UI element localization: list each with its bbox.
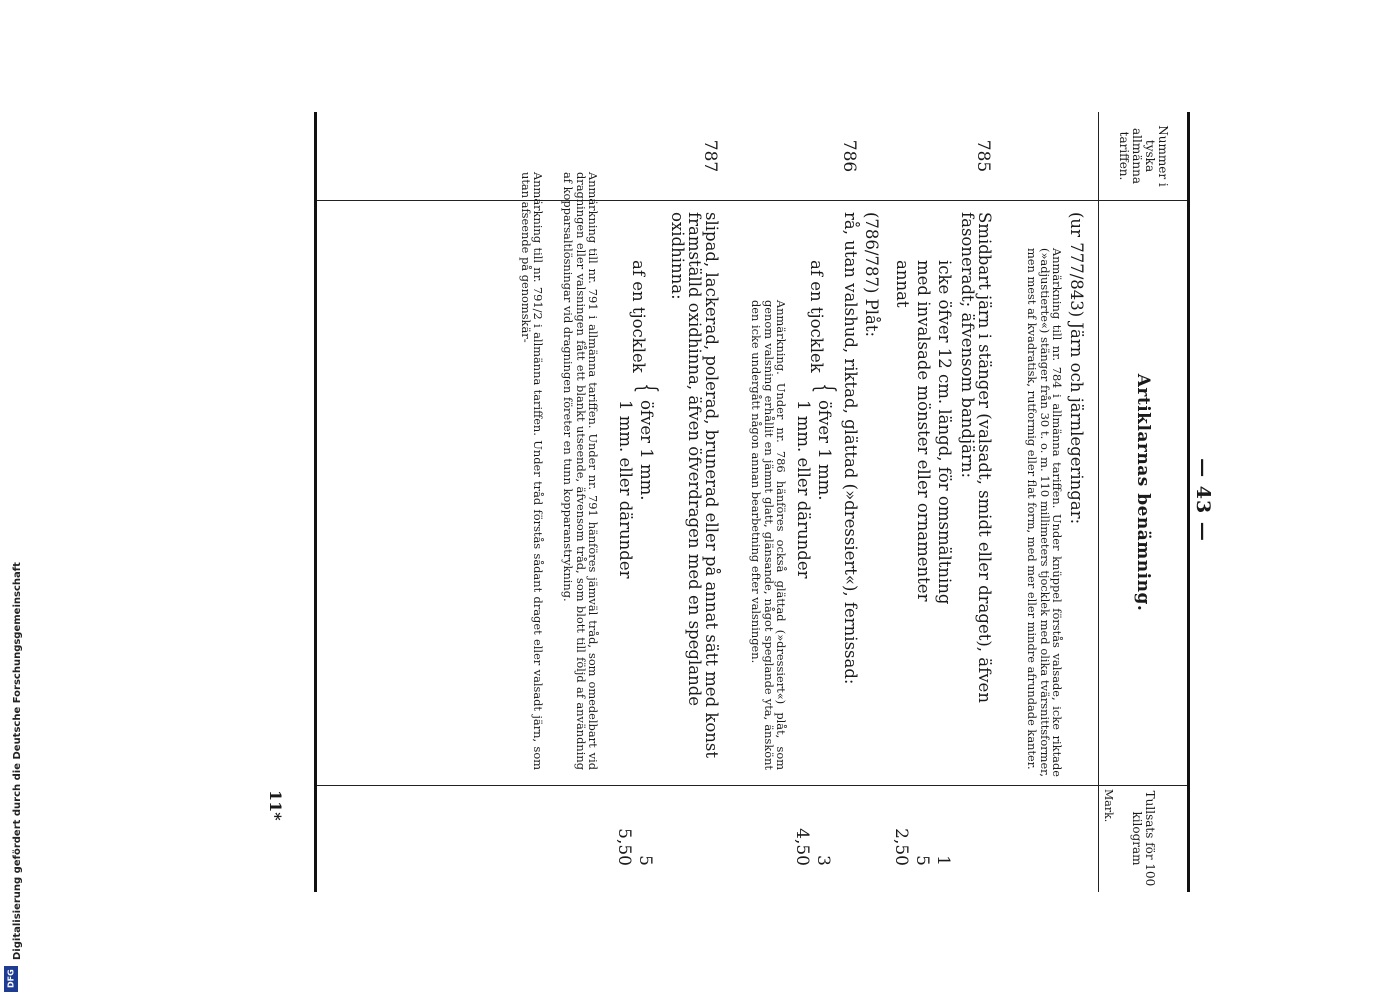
mark-label: Mark. [1102,789,1115,823]
entry-text: slipad, lackerad, polerad, brunerad eller på annat sätt med konst framställd oxidhinna, äfven öfverdragen med en speglande oxidhinna: [668,212,721,759]
signature-mark: 11* [266,790,285,821]
entry-text: öfver 1 mm. [815,400,834,501]
entry-number: 785 [973,139,993,173]
digitization-credit [2,0,22,1000]
entry-text: med invalsade mönster eller ornamenter [914,260,933,602]
entry-text: annat [893,260,912,308]
entry-rate: 3 [813,855,833,866]
entry-text: 1 mm. eller därunder [616,400,635,579]
entry-rate: 5 [635,855,655,866]
entry-text: (ur 777/843) Järn och järnlegeringar: [1067,212,1086,525]
brace-icon: { [632,383,662,394]
remark-text: Anmärkning till nr. 784 i allmänna tariffen. Under knüppel förstås valsade, icke riktade (»adjustierte«) stänger från 30 t. o. m. 110 millimeters tjocklek med olika tvärsnittsformer, men mest af kvadratisk, rutformig eller flat form, med mer eller mindre afrundade kanter. [1025,248,1064,777]
page-number: — 43 — [1192,458,1214,542]
scanned-page [266,100,1216,900]
entry-text: af en tjocklek [629,260,648,373]
rotated-page-content [266,100,1216,900]
header-tullsats [1099,785,1187,892]
entry-text: Smidbart järn i stänger (valsadt, smidt eller draget), äfven fasoneradt; äfvensom bandjärn: [958,212,994,703]
header-artiklarnas: Artiklarnas benämning. [1133,373,1154,612]
remark-text: Anmärkning till nr. 791 i allmänna tariffen. Under nr. 791 hänföres jämväl tråd, som omedelbart vid dragningen eller valsningen fått ett blankt utseende, äfvensom tråd, som blott till följd af användning af kopparsaltlösningar vid dragningen företer en tunn kopparanstrykning. [561,172,600,770]
entry-rate: 1 [933,855,953,866]
remark-text: Anmärkning till nr. 791/2 i allmänna tariffen. Under tråd förstås sådant draget eller valsadt järn, som utan afseende på genomskär- [518,172,545,770]
entry-rate: 5,50 [614,828,634,866]
entry-text: af en tjocklek [807,260,826,373]
credit-text: Digitalisierung gefördert durch die Deutsche Forschungsgemeinschaft [12,562,23,960]
entry-rate: 4,50 [792,828,812,866]
remark-text: Anmärkning. Under nr. 786 hänföres också glättad (»dressiert«) plåt, som genom valsning erhållit en jämnt glatt, glänsande, något speglande yta, änskönt den icke undergått någon annan bearbetning efter valsningen. [749,300,788,770]
entry-number: 787 [700,139,720,173]
entry-rate: 5 [912,855,932,866]
entry-text: öfver 1 mm. [637,400,656,501]
entry-rate: 2,50 [891,828,911,866]
brace-icon: { [810,383,840,394]
entry-text: (786/787) Plåt: [862,212,881,338]
entry-number: 786 [839,139,859,173]
entry-text: rå, utan valshud, riktad, glättad (»dressiert«), fernissad: [841,212,860,685]
tariff-table [314,112,1190,892]
header-nummer: Nummer i tyska allmänna tariffen. [1117,125,1170,187]
table-body [317,112,1095,892]
dfg-logo-icon: DFG [4,966,18,992]
entry-text: icke öfver 12 cm. längd, för omsmältning [935,260,954,605]
entry-text: 1 mm. eller därunder [794,400,813,579]
tullsats-label: Tullsats för 100 kilogram [1130,790,1157,887]
